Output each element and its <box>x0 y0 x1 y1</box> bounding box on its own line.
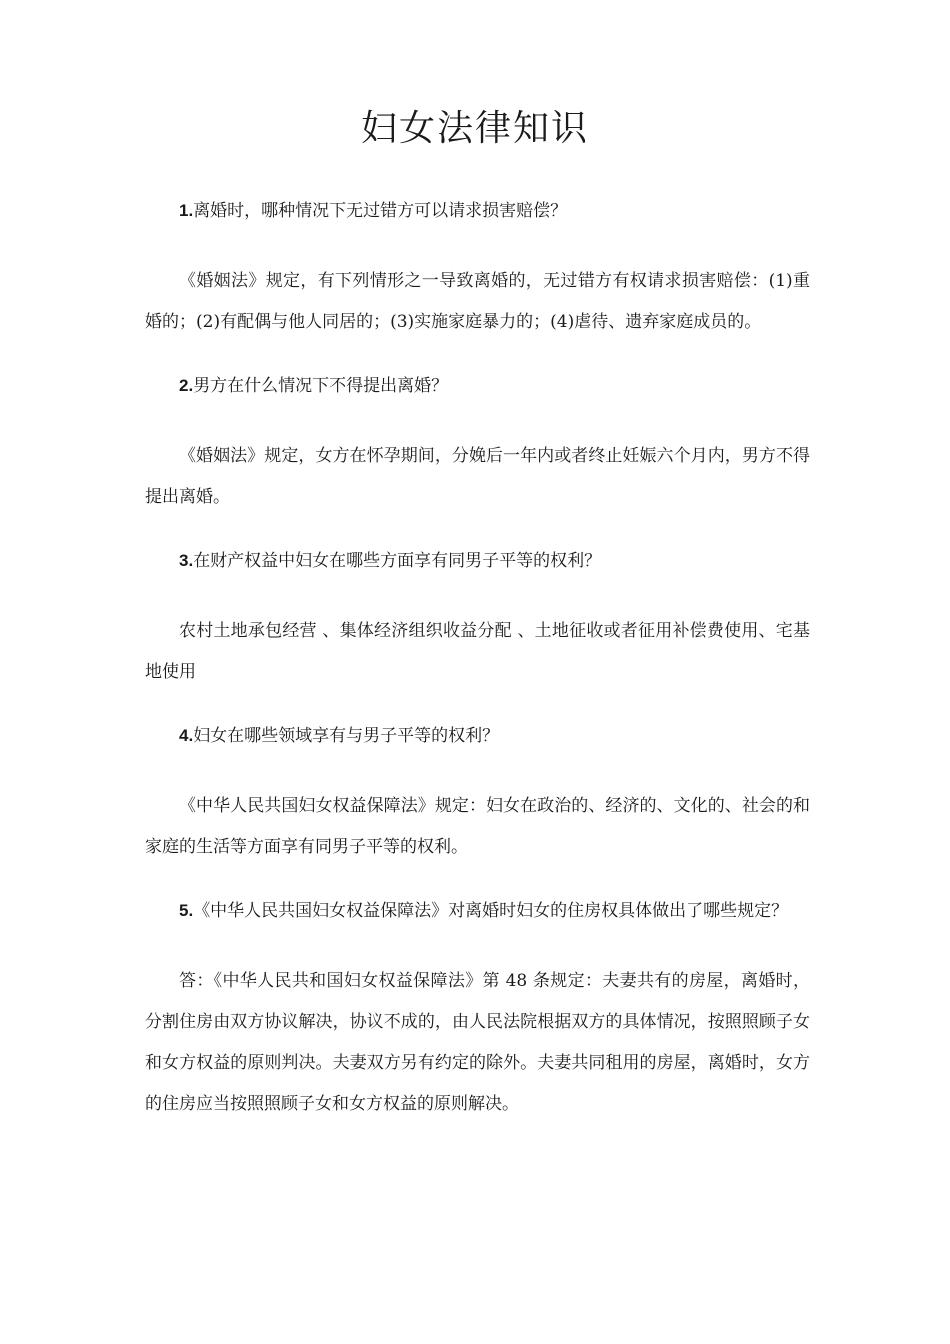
question-4 <box>145 721 810 751</box>
question-1 <box>145 196 810 226</box>
question-number: 3. <box>179 551 194 570</box>
answer-3: 农村土地承包经营 、集体经济组织收益分配 、土地征收或者征用补偿费使用、宅基地使用 <box>145 621 810 682</box>
question-text: 离婚时，哪种情况下无过错方可以请求损害赔偿？ <box>193 201 568 221</box>
document-title: 妇女法律知识 <box>360 108 589 149</box>
question-2 <box>145 371 810 401</box>
question-text: 男方在什么情况下不得提出离婚？ <box>193 376 449 396</box>
question-number: 2. <box>179 376 194 395</box>
answer-4: 《中华人民共国妇女权益保障法》规定：妇女在政治的、经济的、文化的、社会的和家庭的生活等方面享有同男子平等的权利。 <box>145 796 810 857</box>
document-body <box>145 196 810 1125</box>
question-text: 在财产权益中妇女在哪些方面享有同男子平等的权利？ <box>193 551 602 571</box>
question-5 <box>145 896 810 926</box>
question-text: 《中华人民共国妇女权益保障法》对离婚时妇女的住房权具体做出了哪些规定？ <box>193 901 789 921</box>
answer-1: 《婚姻法》规定，有下列情形之一导致离婚的，无过错方有权请求损害赔偿：(1)重婚的；(2)有配偶与他人同居的；(3)实施家庭暴力的；(4)虐待、遗弃家庭成员的。 <box>145 271 810 332</box>
question-number: 4. <box>179 726 194 745</box>
answer-5: 答：《中华人民共和国妇女权益保障法》第 48 条规定：夫妻共有的房屋，离婚时，分割住房由双方协议解决，协议不成的，由人民法院根据双方的具体情况，按照照顾子女和女方权益的原则判决。夫妻双方另有约定的除外。夫妻共同租用的房屋，离婚时，女方的住房应当按照照顾子女和女方权益的原则解决。 <box>145 971 810 1114</box>
question-text: 妇女在哪些领域享有与男子平等的权利？ <box>193 726 500 746</box>
question-number: 1. <box>179 201 194 220</box>
question-number: 5. <box>179 901 194 920</box>
question-3 <box>145 546 810 576</box>
answer-2: 《婚姻法》规定，女方在怀孕期间，分娩后一年内或者终止妊娠六个月内，男方不得提出离婚。 <box>145 446 810 507</box>
